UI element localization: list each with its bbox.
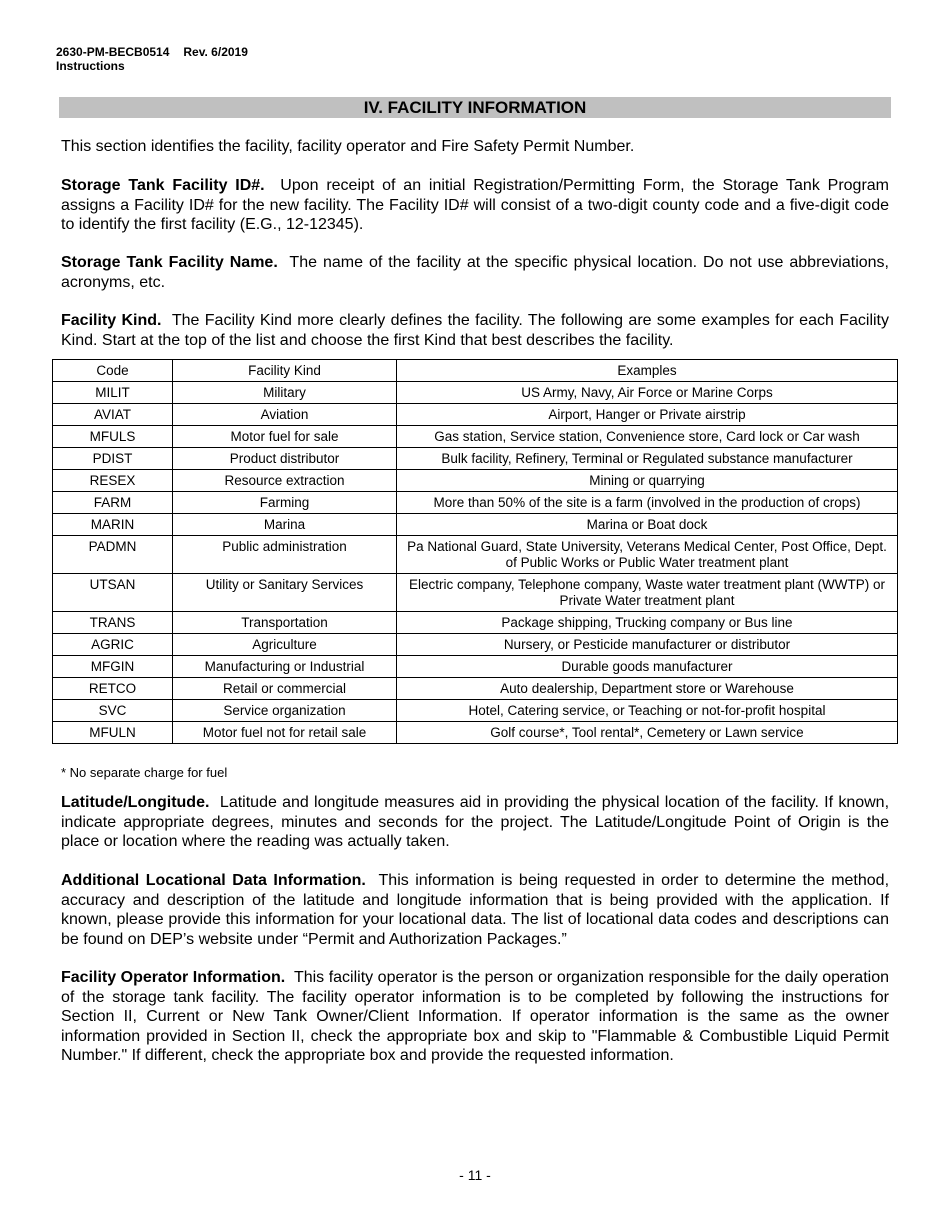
- examples-cell: Marina or Boat dock: [397, 514, 898, 536]
- column-header-facility-kind: Facility Kind: [173, 360, 397, 382]
- operator-heading: Facility Operator Information.: [61, 969, 286, 986]
- table-row: [53, 700, 898, 722]
- table-row: [53, 722, 898, 744]
- examples-cell: Nursery, or Pesticide manufacturer or distributor: [397, 634, 898, 656]
- examples-cell: Hotel, Catering service, or Teaching or not-for-profit hospital: [397, 700, 898, 722]
- page-number: - 11 -: [459, 1167, 491, 1183]
- facility-kind-heading: Facility Kind.: [61, 312, 162, 329]
- table-footnote: * No separate charge for fuel: [61, 765, 228, 780]
- examples-cell: Golf course*, Tool rental*, Cemetery or Lawn service: [397, 722, 898, 744]
- code-cell: RETCO: [53, 678, 173, 700]
- lat-long-paragraph: [61, 793, 889, 852]
- operator-paragraph: [61, 968, 889, 1066]
- lat-long-text: Latitude and longitude measures aid in providing the physical location of the facility. If known, indicate appropriate degrees, minutes and seconds for the project. The Latitude/Longitude Point of Origin is the place or location where the reading was actually taken.: [61, 794, 890, 850]
- section-title: IV. FACILITY INFORMATION: [59, 97, 891, 118]
- kind-cell: Motor fuel not for retail sale: [173, 722, 397, 744]
- kind-cell: Transportation: [173, 612, 397, 634]
- kind-cell: Product distributor: [173, 448, 397, 470]
- locational-text: This information is being requested in order to determine the method, accuracy and description of the latitude and longitude information that is being provided with the application. If known, please provide this information for your locational data. The list of locational data codes and descriptions can be found on DEP’s website under “Permit and Authorization Packages.”: [61, 872, 890, 948]
- code-cell: MFULS: [53, 426, 173, 448]
- table-row: [53, 634, 898, 656]
- facility-id-text: Upon receipt of an initial Registration/Permitting Form, the Storage Tank Program assigns a Facility ID# for the new facility. The Facility ID# will consist of a two-digit county code and a five-digit code to identify the first facility (E.G., 12-12345).: [61, 177, 889, 233]
- table-row: [53, 426, 898, 448]
- facility-id-heading: Storage Tank Facility ID#.: [61, 177, 265, 194]
- operator-text: This facility operator is the person or organization responsible for the daily operation of the storage tank facility. The facility operator information is to be completed by following the instructions for Section II, Current or New Tank Owner/Client Information. If operator information is the same as the owner information provided in Section II, check the appropriate box and skip to "Flammable & Combustible Liquid Permit Number." If different, check the appropriate box and provide the requested information.: [61, 969, 889, 1064]
- code-cell: RESEX: [53, 470, 173, 492]
- examples-cell: More than 50% of the site is a farm (involved in the production of crops): [397, 492, 898, 514]
- kind-cell: Aviation: [173, 404, 397, 426]
- code-cell: TRANS: [53, 612, 173, 634]
- table-row: [53, 656, 898, 678]
- examples-cell: US Army, Navy, Air Force or Marine Corps: [397, 382, 898, 404]
- examples-cell: Gas station, Service station, Convenience store, Card lock or Car wash: [397, 426, 898, 448]
- kind-cell: Resource extraction: [173, 470, 397, 492]
- examples-cell: Mining or quarrying: [397, 470, 898, 492]
- column-header-code: Code: [53, 360, 173, 382]
- table-row: [53, 536, 898, 574]
- kind-cell: Utility or Sanitary Services: [173, 574, 397, 612]
- doc-type: Instructions: [56, 59, 125, 73]
- table-row: [53, 514, 898, 536]
- facility-kind-table: [52, 359, 898, 744]
- code-cell: AVIAT: [53, 404, 173, 426]
- examples-cell: Bulk facility, Refinery, Terminal or Regulated substance manufacturer: [397, 448, 898, 470]
- kind-cell: Retail or commercial: [173, 678, 397, 700]
- kind-cell: Manufacturing or Industrial: [173, 656, 397, 678]
- examples-cell: Durable goods manufacturer: [397, 656, 898, 678]
- lat-long-heading: Latitude/Longitude.: [61, 794, 210, 811]
- code-cell: PADMN: [53, 536, 173, 574]
- table-row: [53, 574, 898, 612]
- examples-cell: Airport, Hanger or Private airstrip: [397, 404, 898, 426]
- facility-kind-text: The Facility Kind more clearly defines the facility. The following are some examples for each Facility Kind. Start at the top of the list and choose the first Kind that best describes the facility.: [61, 312, 890, 349]
- table-row: [53, 404, 898, 426]
- examples-cell: Pa National Guard, State University, Veterans Medical Center, Post Office, Dept. of Public Works or Public Water treatment plant: [397, 536, 898, 574]
- table-row: [53, 448, 898, 470]
- examples-cell: Auto dealership, Department store or Warehouse: [397, 678, 898, 700]
- examples-cell: Package shipping, Trucking company or Bus line: [397, 612, 898, 634]
- kind-cell: Agriculture: [173, 634, 397, 656]
- intro-paragraph: This section identifies the facility, facility operator and Fire Safety Permit Number.: [61, 138, 635, 155]
- facility-id-paragraph: [61, 176, 889, 235]
- code-cell: FARM: [53, 492, 173, 514]
- code-cell: MFGIN: [53, 656, 173, 678]
- table-header-row: [53, 360, 898, 382]
- code-cell: MARIN: [53, 514, 173, 536]
- code-cell: MFULN: [53, 722, 173, 744]
- kind-cell: Service organization: [173, 700, 397, 722]
- locational-heading: Additional Locational Data Information.: [61, 872, 366, 889]
- column-header-examples: Examples: [397, 360, 898, 382]
- code-cell: SVC: [53, 700, 173, 722]
- doc-id: 2630-PM-BECB0514: [56, 45, 170, 59]
- code-cell: MILIT: [53, 382, 173, 404]
- kind-cell: Farming: [173, 492, 397, 514]
- table-row: [53, 470, 898, 492]
- kind-cell: Marina: [173, 514, 397, 536]
- table-row: [53, 382, 898, 404]
- examples-cell: Electric company, Telephone company, Waste water treatment plant (WWTP) or Private Water treatment plant: [397, 574, 898, 612]
- table-row: [53, 492, 898, 514]
- document-header: [56, 45, 248, 73]
- code-cell: AGRIC: [53, 634, 173, 656]
- kind-cell: Motor fuel for sale: [173, 426, 397, 448]
- table-row: [53, 678, 898, 700]
- locational-paragraph: [61, 871, 889, 949]
- doc-revision: Rev. 6/2019: [183, 45, 248, 59]
- facility-name-paragraph: [61, 253, 889, 292]
- facility-kind-paragraph: [61, 311, 889, 350]
- kind-cell: Public administration: [173, 536, 397, 574]
- code-cell: PDIST: [53, 448, 173, 470]
- table-row: [53, 612, 898, 634]
- code-cell: UTSAN: [53, 574, 173, 612]
- kind-cell: Military: [173, 382, 397, 404]
- facility-name-text: The name of the facility at the specific physical location. Do not use abbreviations, acronyms, etc.: [61, 254, 890, 291]
- facility-name-heading: Storage Tank Facility Name.: [61, 254, 278, 271]
